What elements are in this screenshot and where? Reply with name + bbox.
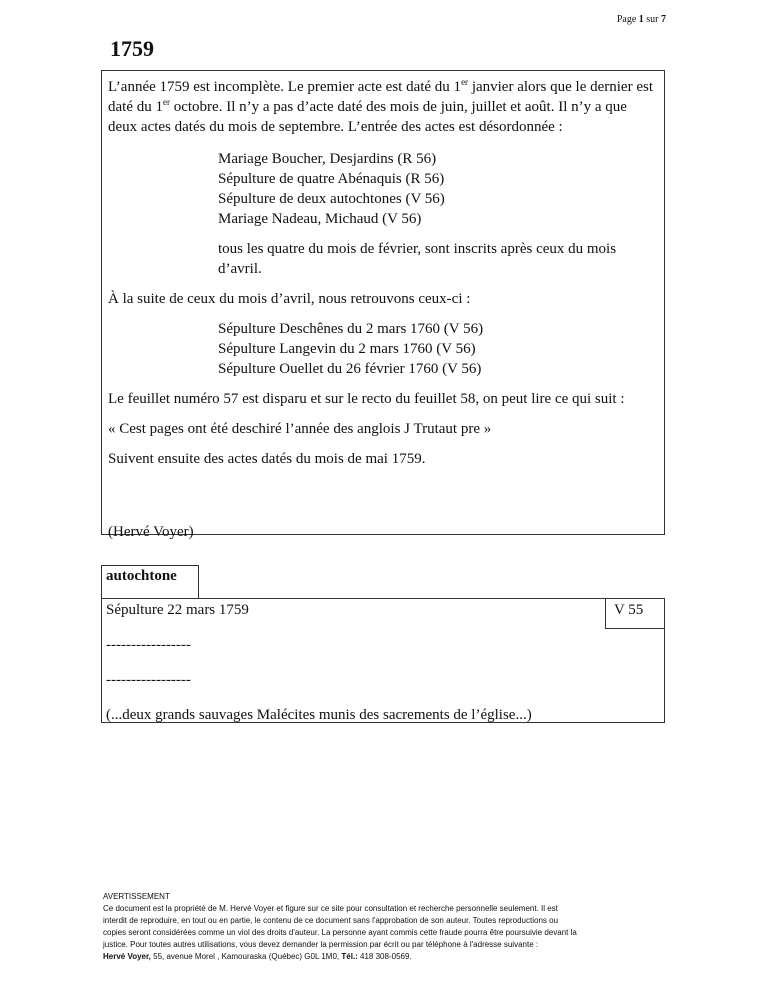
record-separator: ----------------- (106, 637, 191, 653)
page-current: 1 (638, 14, 644, 25)
superscript-er: er (162, 97, 170, 107)
page-total: 7 (661, 14, 666, 25)
list-item: Sépulture de quatre Abénaquis (R 56) (218, 171, 445, 187)
superscript-er: er (461, 77, 469, 87)
footer-line: interdit de reproduire, en tout ou en partie, le contenu de ce document sans l'approbation de son auteur. Toutes reproductions ou (103, 916, 559, 925)
list-note: tous les quatre du mois de février, sont inscrits après ceux du mois d’avril. (218, 241, 617, 277)
paragraph-folio: Le feuillet numéro 57 est disparu et sur le recto du feuillet 58, on peut lire ce qui suit : (108, 391, 625, 407)
footer-line: justice. Pour toutes autres utilisations, vous devez demander la permission par écrit ou par téléphone à l'adresse suivante : (103, 940, 539, 949)
record-text: (...deux grands sauvages Malécites munis des sacrements de l’église...) (106, 707, 532, 723)
list-item: Sépulture Ouellet du 26 février 1760 (V 56) (218, 361, 482, 377)
page-prefix: Page (616, 14, 639, 25)
footer-line: copies seront considérées comme un viol des droits d'auteur. La personne ayant commis cette fraude pourra être poursuivie devant la (103, 928, 577, 937)
list-item: Sépulture de deux autochtones (V 56) (218, 191, 445, 207)
record-box (101, 598, 665, 723)
page-sep: sur (643, 14, 661, 25)
intro-text-b: janvier alors que le dernier est daté du 1 (108, 79, 653, 115)
intro-text-a: L’année 1759 est incomplète. Le premier acte est daté du 1 (108, 79, 462, 95)
author-signature: (Hervé Voyer) (108, 524, 194, 540)
list-item: Mariage Boucher, Desjardins (R 56) (218, 151, 437, 167)
record-reference: V 55 (605, 598, 665, 629)
footer-title: AVERTISSEMENT (103, 892, 170, 901)
footer-line: Ce document est la propriété de M. Hervé Voyer et figure sur ce site pour consultation et recherche personnelle seulement. Il est (103, 904, 558, 913)
list-item: Sépulture Deschênes du 2 mars 1760 (V 56) (218, 321, 484, 337)
intro-box (101, 70, 665, 540)
intro-paragraph (108, 77, 658, 137)
contact-name: Hervé Voyer, (103, 952, 151, 961)
footer-contact (103, 951, 678, 963)
act-list-2 (218, 319, 658, 379)
category-tag: autochtone (101, 565, 199, 599)
quotation: « Cest pages ont été deschiré l’année des anglois J Trutaut pre » (108, 421, 492, 437)
paragraph-may: Suivent ensuite des actes datés du mois de mai 1759. (108, 451, 426, 467)
contact-tel: 418 308-0569. (357, 952, 412, 961)
record-separator: ----------------- (106, 672, 191, 688)
contact-tel-label: Tél.: (341, 952, 358, 961)
page-title: 1759 (110, 36, 154, 61)
footer-warning (103, 891, 678, 963)
record-heading: Sépulture 22 mars 1759 (106, 602, 249, 618)
contact-address: 55, avenue Morel , Kamouraska (Québec) G0L 1M0, (150, 952, 342, 961)
intro-text-c: octobre. Il n’y a pas d’acte daté des mois de juin, juillet et août. Il n’y a que deux actes datés du mois de septembre. L’entrée des actes est désordonnée : (108, 99, 627, 135)
list-item: Mariage Nadeau, Michaud (V 56) (218, 211, 422, 227)
act-list-1 (218, 149, 658, 279)
list-item: Sépulture Langevin du 2 mars 1760 (V 56) (218, 341, 476, 357)
paragraph-after-april: À la suite de ceux du mois d’avril, nous retrouvons ceux-ci : (108, 291, 471, 307)
page-number (617, 14, 666, 25)
